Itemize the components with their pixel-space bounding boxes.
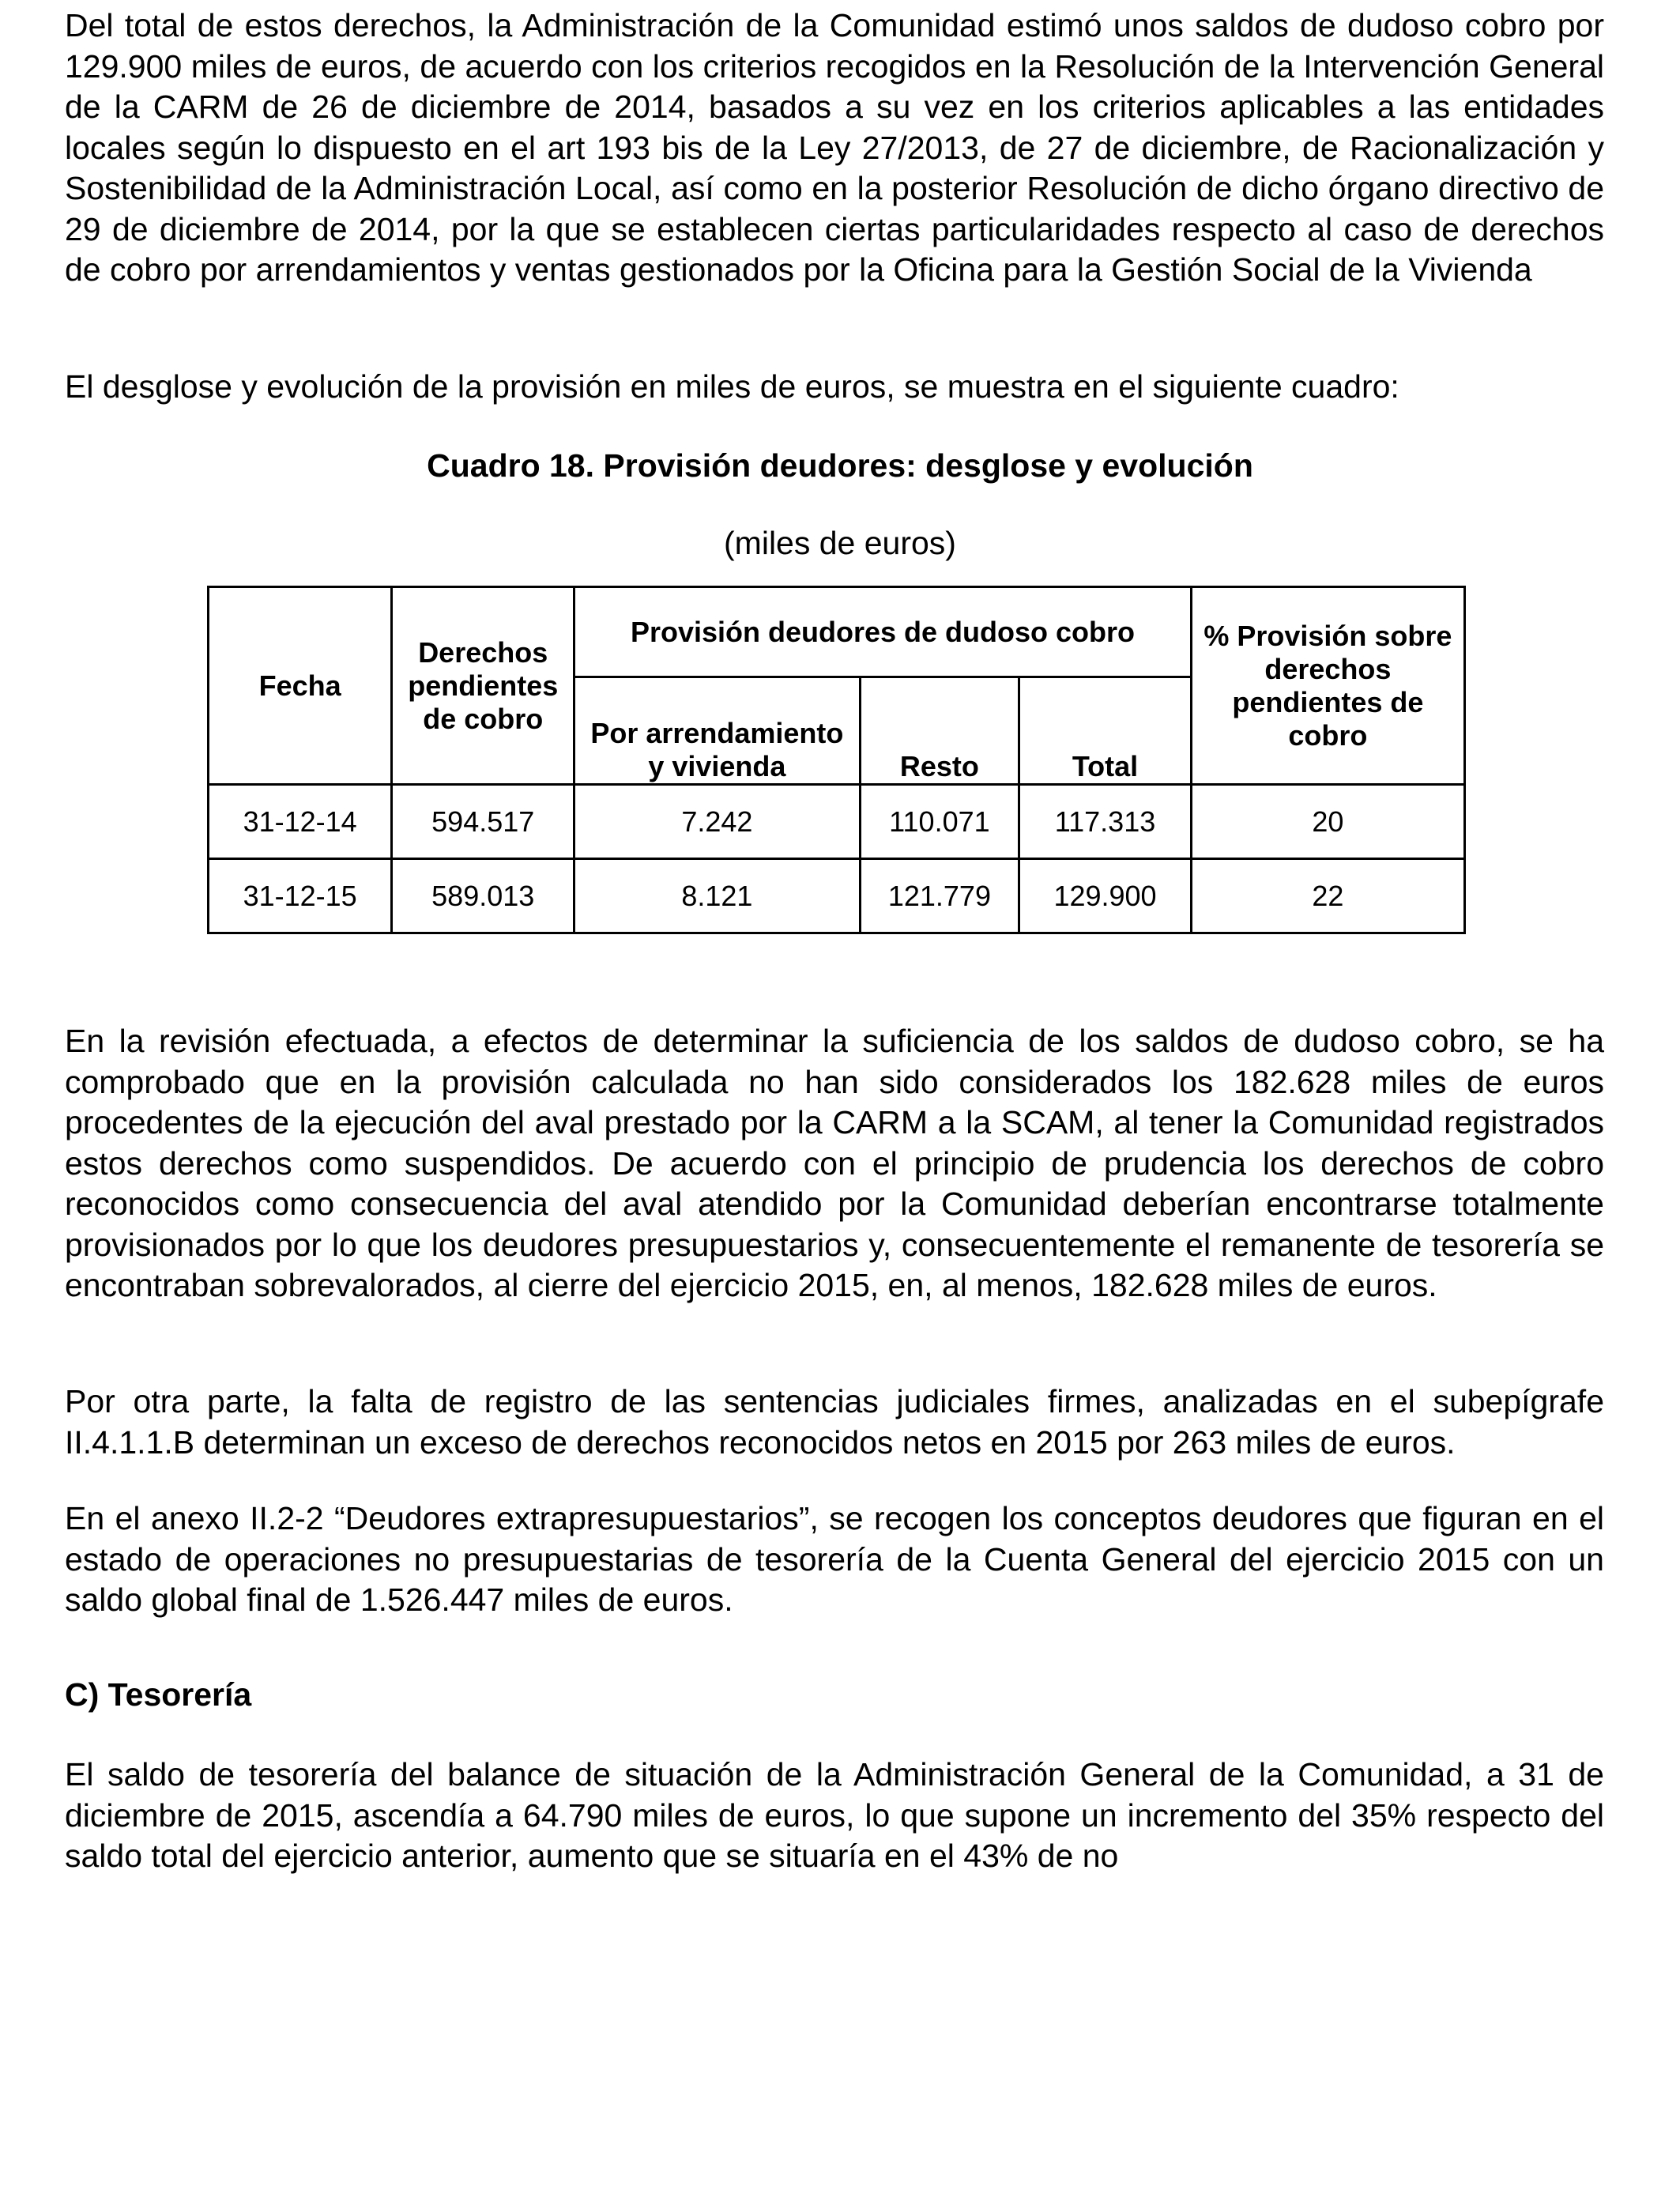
table-row	[209, 859, 1465, 933]
table-units: (miles de euros)	[724, 525, 956, 561]
paragraph-desglose-intro: El desglose y evolución de la provisión en miles de euros, se muestra en el siguiente cuadro:	[65, 368, 1399, 405]
paragraph-tesoreria: El saldo de tesorería del balance de situación de la Administración General de la Comunidad, a 31 de diciembre de 2015, ascendía a 64.790 miles de euros, lo que supone un incremento del 35% respecto del saldo total del ejercicio anterior, aumento que se situaría en el 43% de no	[65, 1756, 1604, 1874]
paragraph-dudoso-cobro: Del total de estos derechos, la Administración de la Comunidad estimó unos saldos de dudoso cobro por 129.900 miles de euros, de acuerdo con los criterios recogidos en la Resolución de la Intervención General de la CARM de 26 de diciembre de 2014, basados a su vez en los criterios aplicables a las entidades locales según lo dispuesto en el art 193 bis de la Ley 27/2013, de 27 de diciembre, de Racionalización y Sostenibilidad de la Administración Local, así como en la posterior Resolución de dicho órgano directivo de 29 de diciembre de 2014, por la que se establecen ciertas particularidades respecto al caso de derechos de cobro por arrendamientos y ventas gestionados por la Oficina para la Gestión Social de la Vivienda	[65, 7, 1604, 288]
cell-resto: 121.779	[860, 859, 1019, 933]
cell-arrendamiento: 7.242	[574, 785, 860, 859]
cell-derechos: 594.517	[392, 785, 574, 859]
header-porcentaje: % Provisión sobre derechos pendientes de cobro	[1191, 587, 1464, 785]
provision-table	[207, 586, 1466, 934]
header-fecha: Fecha	[209, 587, 392, 785]
cell-resto: 110.071	[860, 785, 1019, 859]
paragraph-revision: En la revisión efectuada, a efectos de determinar la suficiencia de los saldos de dudoso cobro, se ha comprobado que en la provisión calculada no han sido considerados los 182.628 miles de euros procedentes de la ejecución del aval prestado por la CARM a la SCAM, al tener la Comunidad registrados estos derechos como suspendidos. De acuerdo con el principio de prudencia los derechos de cobro reconocidos como consecuencia del aval atendido por la Comunidad deberían encontrarse totalmente provisionados por lo que los deudores presupuestarios y, consecuentemente el remanente de tesorería se encontraban sobrevalorados, al cierre del ejercicio 2015, en, al menos, 182.628 miles de euros.	[65, 1023, 1604, 1303]
header-derechos: Derechos pendientes de cobro	[392, 587, 574, 785]
cell-derechos: 589.013	[392, 859, 574, 933]
cell-fecha: 31-12-14	[209, 785, 392, 859]
cell-total: 129.900	[1019, 859, 1192, 933]
header-resto: Resto	[860, 677, 1019, 785]
cell-total: 117.313	[1019, 785, 1192, 859]
header-provision-group: Provisión deudores de dudoso cobro	[574, 587, 1192, 677]
table-row	[209, 785, 1465, 859]
cell-porcentaje: 22	[1191, 859, 1464, 933]
section-heading-tesoreria: C) Tesorería	[65, 1676, 252, 1713]
cell-porcentaje: 20	[1191, 785, 1464, 859]
header-total: Total	[1019, 677, 1192, 785]
header-arrendamiento: Por arrendamiento y vivienda	[574, 677, 860, 785]
cell-arrendamiento: 8.121	[574, 859, 860, 933]
cell-fecha: 31-12-15	[209, 859, 392, 933]
paragraph-sentencias: Por otra parte, la falta de registro de las sentencias judiciales firmes, analizadas en el subepígrafe II.4.1.1.B determinan un exceso de derechos reconocidos netos en 2015 por 263 miles de euros.	[65, 1383, 1604, 1461]
table-title: Cuadro 18. Provisión deudores: desglose y evolución	[427, 447, 1253, 484]
paragraph-anexo: En el anexo II.2-2 “Deudores extrapresupuestarios”, se recogen los conceptos deudores que figuran en el estado de operaciones no presupuestarias de tesorería de la Cuenta General del ejercicio 2015 con un saldo global final de 1.526.447 miles de euros.	[65, 1500, 1604, 1618]
